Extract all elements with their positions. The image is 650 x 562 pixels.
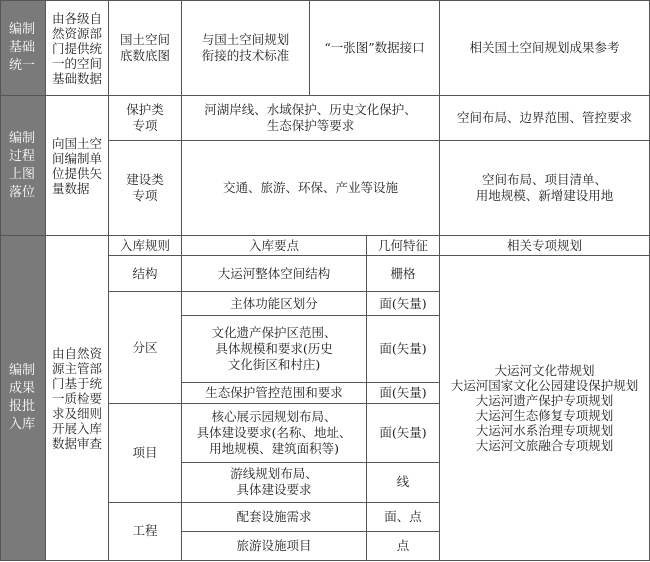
header-point: 入库要点: [182, 236, 367, 256]
point-core-park: 核心展示园规划布局、 具体建设要求(名称、地址、 用地规模、建筑面积等): [182, 403, 367, 462]
rule-engineering: 工程: [109, 502, 182, 560]
stage2-target-protection: 空间布局、边界范围、管控要求: [440, 96, 650, 141]
stage2-content-protection: 河湖岸线、水域保护、历史文化保护、 生态保护等要求: [182, 96, 440, 141]
geometry-tour-route: 线: [367, 462, 440, 502]
geometry-tourism-facilities: 点: [367, 531, 440, 560]
stage3-description: 由自然资 源主管部 门基于统 一质检要 求及细则 开展入库 数据审查: [46, 236, 109, 561]
header-rule: 入库规则: [109, 236, 182, 256]
header-plan: 相关专项规划: [440, 236, 650, 256]
stage1-item-reference: 相关国土空间规划成果参考: [440, 1, 650, 96]
stage1-row: [1, 1, 650, 96]
stage1-item-base-map: 国土空间 底数底图: [109, 1, 182, 96]
point-tourism-facilities: 旅游设施项目: [182, 531, 367, 560]
stage2-content-construction: 交通、旅游、环保、产业等设施: [182, 141, 440, 236]
stage1-description: 由各级自 然资源部 门提供统 一的空间 基础数据: [46, 1, 109, 96]
point-main-function-zone: 主体功能区划分: [182, 292, 367, 315]
rule-zoning: 分区: [109, 292, 182, 403]
related-plans-list: 大运河文化带规划 大运河国家文化公园建设保护规划 大运河遗产保护专项规划 大运河生态修复专项规划 大运河水系治理专项规划 大运河文旅融合专项规划: [440, 256, 650, 561]
point-tour-route: 游线规划布局、 具体建设要求: [182, 462, 367, 502]
stage3-title: 编制 成果 报批 入库: [1, 236, 46, 561]
stage2-title: 编制 过程 上图 落位: [1, 96, 46, 236]
stage2-row-protection: [1, 96, 650, 141]
geometry-main-function-zone: 面(矢量): [367, 292, 440, 315]
geometry-supporting-facilities: 面、点: [367, 502, 440, 531]
point-ecological-control: 生态保护管控范围和要求: [182, 382, 367, 403]
rule-structure: 结构: [109, 256, 182, 292]
point-structure: 大运河整体空间结构: [182, 256, 367, 292]
stage3-header-row: [1, 236, 650, 256]
geometry-structure: 栅格: [367, 256, 440, 292]
stage2-target-construction: 空间布局、项目清单、 用地规模、新增建设用地: [440, 141, 650, 236]
stage2-description: 向国土空 间编制单 位提供矢 量数据: [46, 96, 109, 236]
stage2-category-construction: 建设类 专项: [109, 141, 182, 236]
point-supporting-facilities: 配套设施需求: [182, 502, 367, 531]
geometry-heritage-zone: 面(矢量): [367, 315, 440, 382]
stage2-category-protection: 保护类 专项: [109, 96, 182, 141]
point-heritage-zone: 文化遗产保护区范围、 具体规模和要求(历史 文化街区和村庄): [182, 315, 367, 382]
stage1-item-standards: 与国土空间规划 衔接的技术标准: [182, 1, 310, 96]
geometry-core-park: 面(矢量): [367, 403, 440, 462]
rule-project: 项目: [109, 403, 182, 502]
geometry-ecological-control: 面(矢量): [367, 382, 440, 403]
stage1-item-data-interface: “一张图”数据接口: [310, 1, 440, 96]
stage1-title: 编制 基础 统一: [1, 1, 46, 96]
header-geometry: 几何特征: [367, 236, 440, 256]
